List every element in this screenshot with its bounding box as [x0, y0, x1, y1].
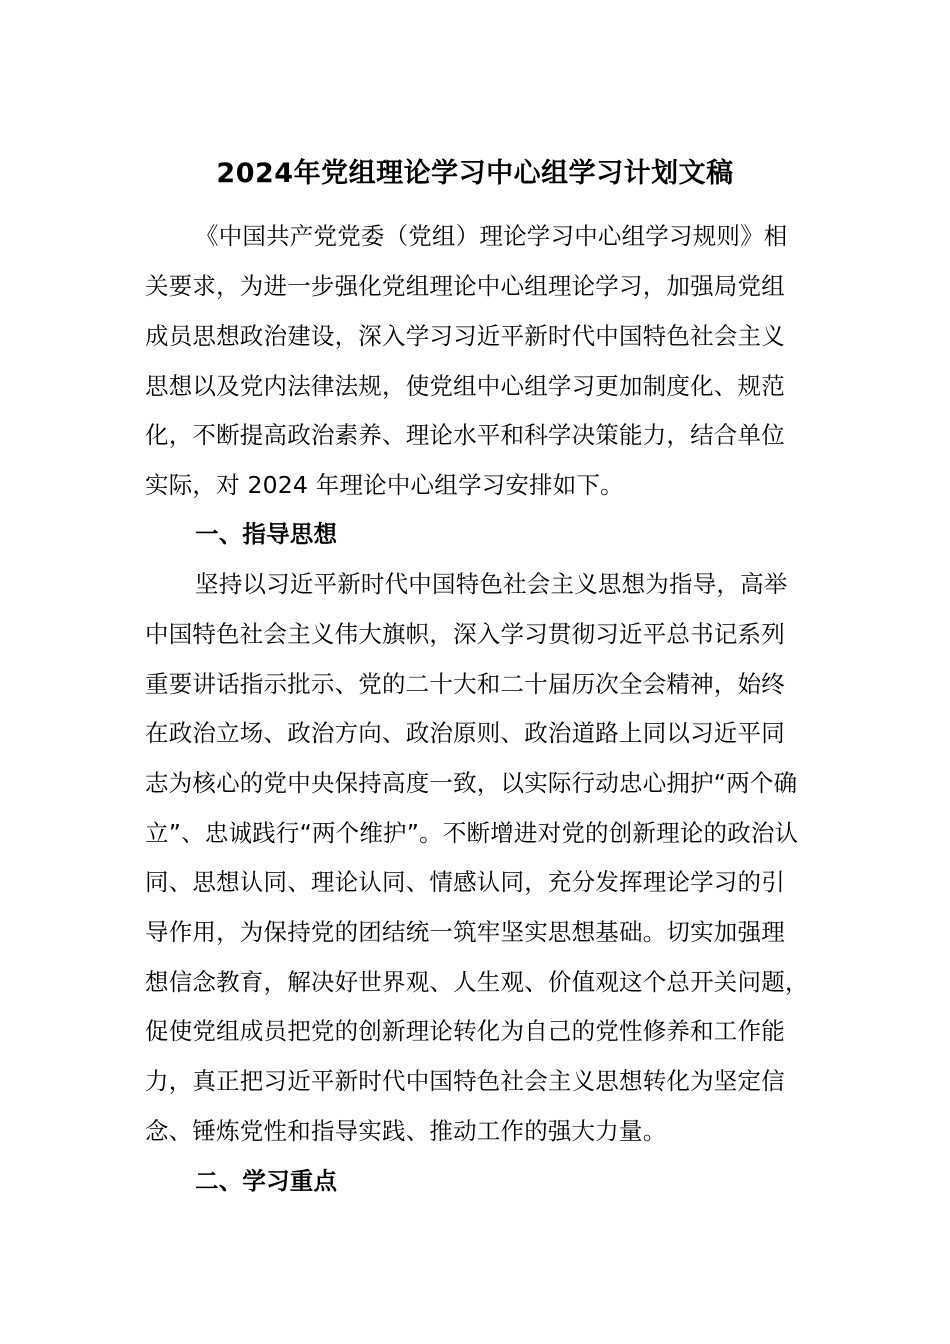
intro-line: 成员思想政治建设，深入学习习近平新时代中国特色社会主义: [145, 322, 785, 350]
section1-line: 导作用，为保持党的团结统一筑牢坚实思想基础。切实加强理: [145, 918, 785, 946]
intro-line: 《中国共产党党委（党组）理论学习中心组学习规则》相: [195, 222, 788, 250]
section1-line: 志为核心的党中央保持高度一致，以实际行动忠心拥护“两个确: [145, 769, 798, 797]
intro-line: 思想以及党内法律法规，使党组中心组学习更加制度化、规范: [145, 372, 785, 400]
section1-line: 想信念教育，解决好世界观、人生观、价值观这个总开关问题，: [145, 968, 809, 996]
section1-line: 立”、忠诚践行“两个维护”。不断增进对党的创新理论的政治认: [145, 819, 799, 847]
intro-line: 关要求，为进一步强化党组理论中心组理论学习，加强局党组: [145, 272, 785, 300]
section1-line: 念、锤炼党性和指导实践、推动工作的强大力量。: [145, 1117, 667, 1145]
section1-line: 中国特色社会主义伟大旗帜，深入学习贯彻习近平总书记系列: [145, 620, 785, 648]
section1-line: 促使党组成员把党的创新理论转化为自己的党性修养和工作能: [145, 1017, 785, 1045]
section1-line: 在政治立场、政治方向、政治原则、政治道路上同以习近平同: [145, 719, 785, 747]
document-title: 2024年党组理论学习中心组学习计划文稿: [216, 158, 734, 189]
section1-line: 重要讲话指示批示、党的二十大和二十届历次全会精神，始终: [145, 670, 785, 698]
section1-line: 同、思想认同、理论认同、情感认同，充分发挥理论学习的引: [145, 868, 785, 896]
section-heading-study-focus: 二、学习重点: [195, 1167, 338, 1195]
intro-line: 化，不断提高政治素养、理论水平和科学决策能力，结合单位: [145, 421, 785, 449]
section-heading-guiding-ideology: 一、指导思想: [195, 520, 338, 548]
section1-line: 坚持以习近平新时代中国特色社会主义思想为指导，高举: [195, 570, 788, 598]
intro-line: 实际，对 2024 年理论中心组学习安排如下。: [145, 471, 624, 499]
section1-line: 力，真正把习近平新时代中国特色社会主义思想转化为坚定信: [145, 1067, 785, 1095]
